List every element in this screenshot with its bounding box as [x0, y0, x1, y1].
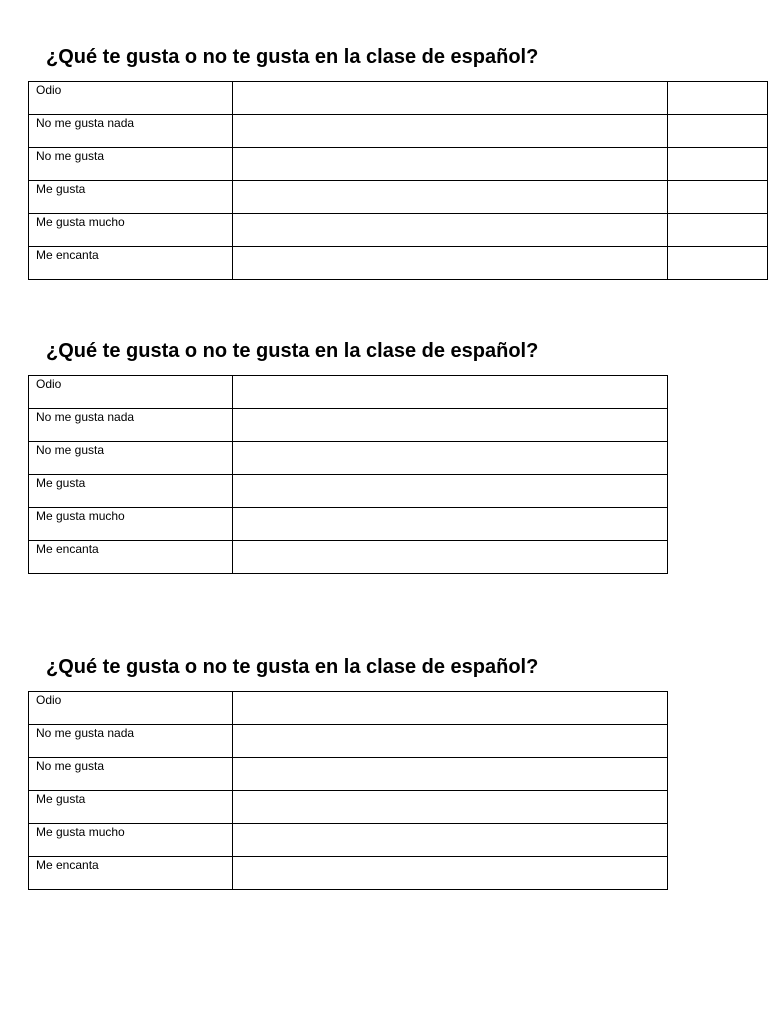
row-label: Me gusta [36, 476, 86, 490]
answer-cell[interactable] [233, 791, 668, 824]
row-label: Me gusta [36, 182, 86, 196]
survey-table [28, 375, 668, 574]
row-label: No me gusta [36, 443, 105, 457]
row-label: Me gusta mucho [36, 825, 125, 839]
answer-cell[interactable] [233, 409, 668, 442]
row-label: No me gusta nada [36, 410, 135, 424]
table-row [29, 181, 768, 214]
row-label-cell [29, 791, 233, 824]
answer-cell[interactable] [233, 692, 668, 725]
table-row [29, 475, 668, 508]
section-title: ¿Qué te gusta o no te gusta en la clase de español? [46, 656, 539, 678]
table-row [29, 409, 668, 442]
answer-cell[interactable] [233, 247, 668, 280]
table-row [29, 541, 668, 574]
answer-cell[interactable] [233, 214, 668, 247]
answer-cell[interactable] [233, 475, 668, 508]
table-row [29, 148, 768, 181]
answer-cell[interactable] [233, 758, 668, 791]
table-row [29, 82, 768, 115]
answer-cell[interactable] [233, 824, 668, 857]
answer-cell[interactable] [233, 181, 668, 214]
table-row [29, 508, 668, 541]
answer-cell[interactable] [233, 508, 668, 541]
row-label-cell [29, 824, 233, 857]
row-label-cell [29, 82, 233, 115]
extra-cell[interactable] [668, 115, 768, 148]
table-row [29, 376, 668, 409]
table-row [29, 442, 668, 475]
row-label-cell [29, 541, 233, 574]
row-label: Me encanta [36, 858, 99, 872]
table-row [29, 791, 668, 824]
answer-cell[interactable] [233, 541, 668, 574]
section-title: ¿Qué te gusta o no te gusta en la clase de español? [46, 340, 539, 362]
answer-cell[interactable] [233, 376, 668, 409]
table-row [29, 857, 668, 890]
table-row [29, 758, 668, 791]
row-label-cell [29, 115, 233, 148]
row-label-cell [29, 508, 233, 541]
row-label: No me gusta [36, 759, 105, 773]
row-label: No me gusta nada [36, 116, 135, 130]
row-label: Me gusta mucho [36, 509, 125, 523]
row-label-cell [29, 376, 233, 409]
row-label-cell [29, 409, 233, 442]
table-row [29, 692, 668, 725]
row-label-cell [29, 442, 233, 475]
answer-cell[interactable] [233, 857, 668, 890]
row-label-cell [29, 247, 233, 280]
row-label: No me gusta nada [36, 726, 135, 740]
survey-table [28, 691, 668, 890]
row-label: Odio [36, 377, 62, 391]
extra-cell[interactable] [668, 181, 768, 214]
table-row [29, 115, 768, 148]
table-row [29, 824, 668, 857]
extra-cell[interactable] [668, 214, 768, 247]
answer-cell[interactable] [233, 82, 668, 115]
row-label: Me gusta mucho [36, 215, 125, 229]
row-label-cell [29, 148, 233, 181]
row-label: Me encanta [36, 542, 99, 556]
answer-cell[interactable] [233, 442, 668, 475]
row-label-cell [29, 475, 233, 508]
row-label-cell [29, 692, 233, 725]
row-label: Odio [36, 693, 62, 707]
answer-cell[interactable] [233, 148, 668, 181]
row-label-cell [29, 857, 233, 890]
row-label: Me gusta [36, 792, 86, 806]
row-label-cell [29, 758, 233, 791]
answer-cell[interactable] [233, 115, 668, 148]
extra-cell[interactable] [668, 247, 768, 280]
answer-cell[interactable] [233, 725, 668, 758]
row-label: Odio [36, 83, 62, 97]
section-title: ¿Qué te gusta o no te gusta en la clase de español? [46, 46, 539, 68]
row-label: No me gusta [36, 149, 105, 163]
table-row [29, 214, 768, 247]
extra-cell[interactable] [668, 148, 768, 181]
table-row [29, 725, 668, 758]
row-label: Me encanta [36, 248, 99, 262]
survey-table [28, 81, 768, 280]
row-label-cell [29, 214, 233, 247]
table-row [29, 247, 768, 280]
extra-cell[interactable] [668, 82, 768, 115]
row-label-cell [29, 181, 233, 214]
row-label-cell [29, 725, 233, 758]
